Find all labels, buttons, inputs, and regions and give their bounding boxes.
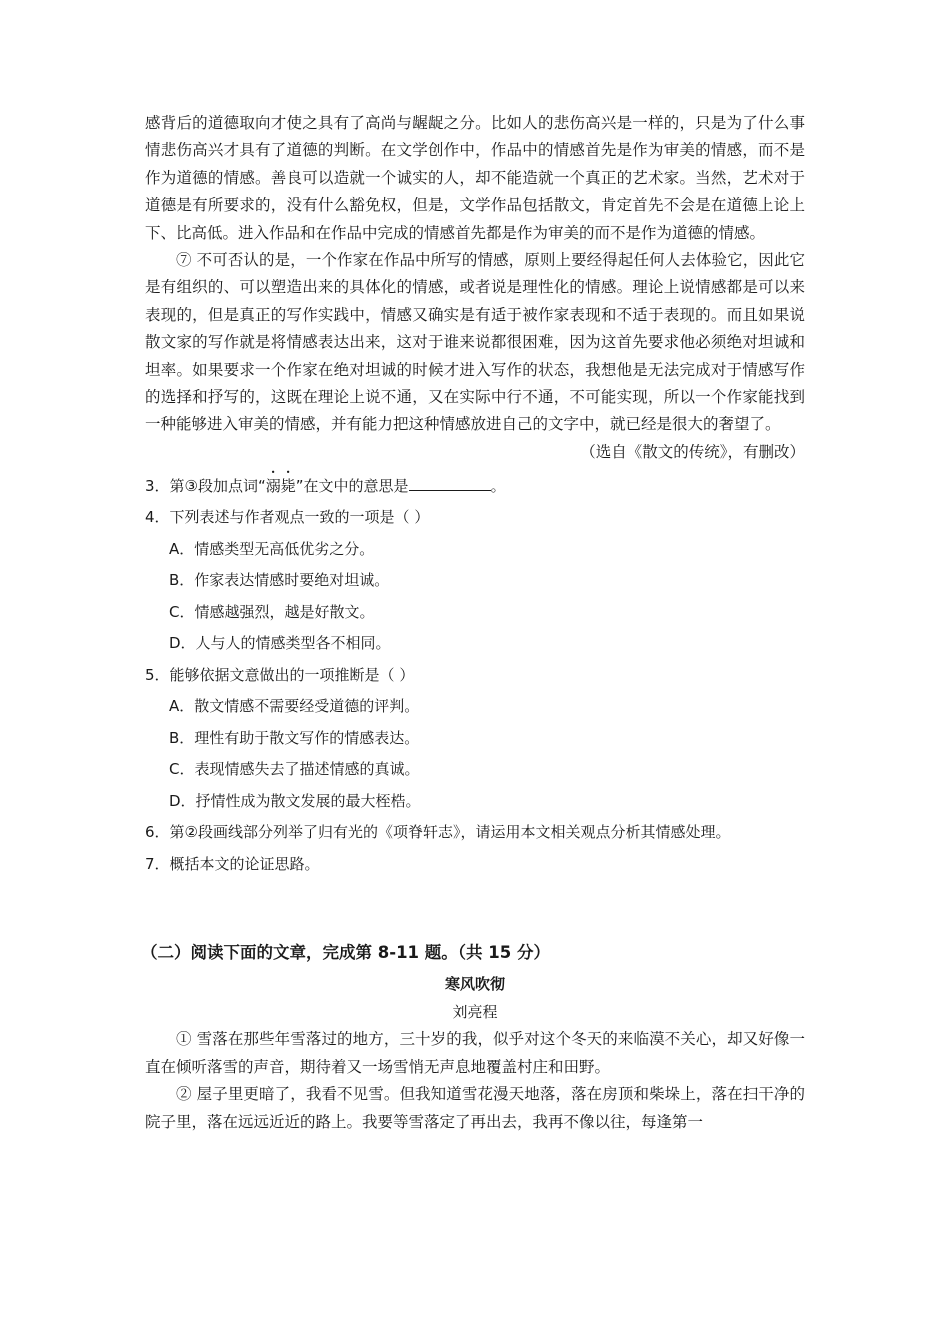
question-4-option-d: D．人与人的情感类型各不相同。 xyxy=(169,634,391,653)
question-5-option-d: D．抒情性成为散文发展的最大桎梏。 xyxy=(169,791,421,810)
question-5-option-c: C．表现情感失去了描述情感的真诚。 xyxy=(169,760,420,779)
passage-paragraph-6-continued: 感背后的道德取向才使之具有了高尚与龌龊之分。比如人的悲伤高兴是一样的，只是为了什么事情悲伤高兴才具有了道德的判断。在文学创作中，作品中的情感首先是作为审美的情感，而不是作为道德的情感。善良可以造就一个诚实的人，却不能造就一个真正的艺术家。当然，艺术对于道德是有所要求的，没有什么豁免权，但是，文学作品包括散文，肯定首先不会是在道德上论上下、比高低。进入作品和在作品中完成的情感首先都是作为审美的而不是作为道德的情感。 xyxy=(145,114,805,242)
section-2-heading: （二）阅读下面的文章，完成第 8-11 题。（共 15 分） xyxy=(141,943,550,963)
article-paragraph-2: ② 屋子里更暗了，我看不见雪。但我知道雪花漫天地落，落在房顶和柴垛上，落在扫干净的院子里，落在远远近近的路上。我要等雪落定了再出去，我再不像以往，每逢第一 xyxy=(145,1085,805,1131)
article-paragraph-1: ① 雪落在那些年雪落过的地方，三十岁的我，似乎对这个冬天的来临漠不关心，却又好像一直在倾听落雪的声音，期待着又一场雪悄无声息地覆盖村庄和田野。 xyxy=(145,1030,805,1076)
question-4-option-c: C．情感越强烈，越是好散文。 xyxy=(169,602,375,621)
article-author: 刘亮程 xyxy=(452,1003,498,1022)
question-3-prefix: 3．第③段加点词“ xyxy=(145,476,266,495)
question-3 xyxy=(145,468,805,503)
exam-page xyxy=(141,110,805,1136)
question-5-stem: 5．能够依据文意做出的一项推断是（ ） xyxy=(145,665,415,684)
question-7: 7．概括本文的论证思路。 xyxy=(145,854,320,873)
article-title: 寒风吹彻 xyxy=(444,975,505,994)
question-3-suffix: ”在文中的意思是 xyxy=(295,476,409,495)
question-6: 6．第②段画线部分列举了归有光的《项脊轩志》，请运用本文相关观点分析其情感处理。 xyxy=(145,823,731,842)
question-3-end: 。 xyxy=(490,476,506,495)
question-5-option-b: B．理性有助于散文写作的情感表达。 xyxy=(169,728,420,747)
answer-blank[interactable] xyxy=(409,476,491,491)
question-5-option-a: A．散文情感不需要经受道德的评判。 xyxy=(169,697,420,716)
question-4-stem: 4．下列表述与作者观点一致的一项是（ ） xyxy=(145,508,430,527)
question-4-option-a: A．情感类型无高低优劣之分。 xyxy=(169,539,375,558)
question-4-option-b: B．作家表达情感时要绝对坦诚。 xyxy=(169,571,390,590)
passage-source: （选自《散文的传统》，有删改） xyxy=(580,442,805,461)
question-3-emphasized-word: 溺毙 xyxy=(265,476,296,495)
passage-paragraph-7: ⑦ 不可否认的是，一个作家在作品中所写的情感，原则上要经得起任何人去体验它，因此它是有组织的、可以塑造出来的具体化的情感，或者说是理性化的情感。理论上说情感都是可以来表现的，但是真正的写作实践中，情感又确实是有适于被作家表现和不适于表现的。而且如果说散文家的写作就是将情感表达出来，这对于谁来说都很困难，因为这首先要求他必须绝对坦诚和坦率。如果要求一个作家在绝对坦诚的时候才进入写作的状态，我想他是无法完成对于情感写作的选择和抒写的，这既在理论上说不通，又在实际中行不通，不可能实现，所以一个作家能找到一种能够进入审美的情感，并有能力把这种情感放进自己的文字中，就已经是很大的奢望了。 xyxy=(145,251,805,434)
